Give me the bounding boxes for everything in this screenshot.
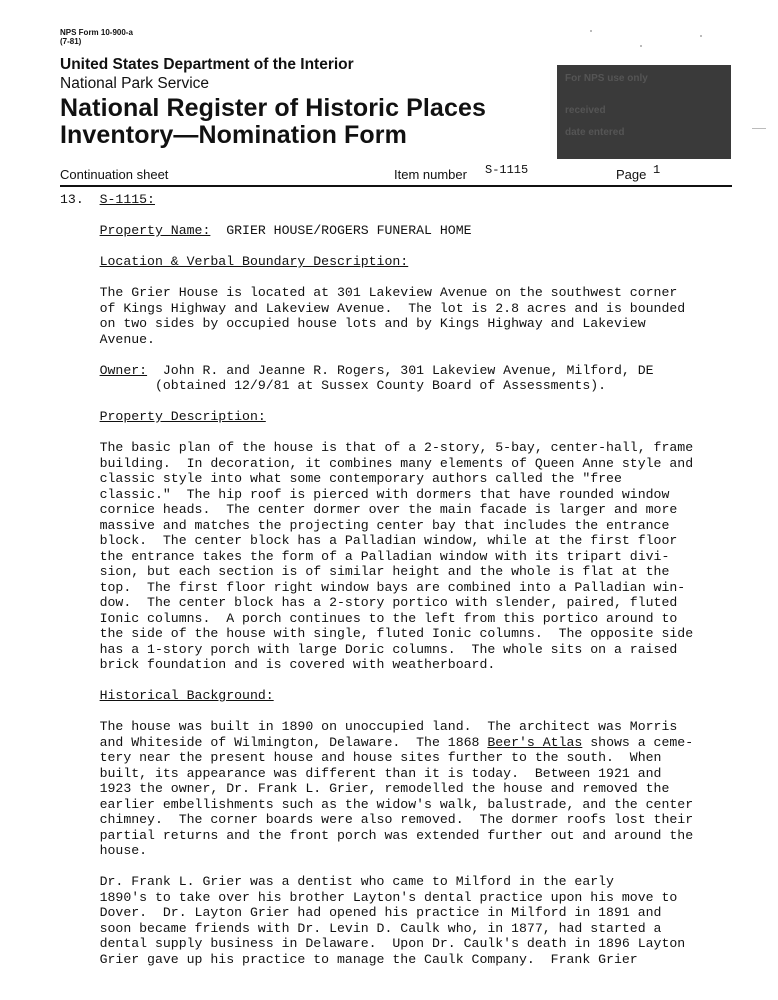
description-text: the entrance takes the form of a Palladian window with its tripart divi- (99, 548, 670, 564)
history-text: chimney. The corner boards were also removed. The dormer roofs lost their (99, 812, 694, 827)
description-line (60, 549, 750, 565)
property-name-row (60, 223, 750, 239)
history-text: Dr. Frank L. Grier was a dentist who came to Milford in the early (99, 874, 614, 889)
description-line (60, 502, 750, 518)
history-line (60, 874, 750, 890)
document-body (60, 192, 750, 967)
description-text: brick foundation and is covered with weatherboard. (99, 657, 496, 672)
stamp-line1: For NPS use only (565, 73, 648, 84)
description-line (60, 518, 750, 534)
location-line (60, 301, 750, 317)
description-text: the side of the house with single, fluted Ionic columns. The opposite side (99, 626, 694, 641)
history-text: 1923 the owner, Dr. Frank L. Grier, remodelled the house and removed the (99, 781, 670, 796)
history-line (60, 828, 750, 844)
description-text: sion, but each section is of similar height and the whole is flat at the (99, 564, 670, 579)
description-line (60, 595, 750, 611)
location-text: on two sides by occupied house lots and by Kings Highway and Lakeview (99, 316, 646, 331)
history-line (60, 952, 750, 968)
form-title-line1: National Register of Historic Places (60, 94, 486, 122)
property-name-label: Property Name: (99, 223, 211, 238)
item-number-label: Item number (394, 167, 467, 182)
form-identifier (60, 28, 133, 46)
description-line (60, 487, 750, 503)
form-title (60, 95, 486, 149)
description-text: dow. The center block has a 2-story portico with slender, paired, fluted (99, 595, 678, 610)
scan-speck (590, 30, 592, 32)
section-id: S-1115: (99, 192, 155, 207)
description-text: has a 1-story porch with large Doric columns. The whole sits on a raised (99, 641, 678, 657)
page-value: 1 (653, 163, 661, 177)
location-text: The Grier House is located at 301 Lakeview Avenue on the southwest corner (99, 285, 678, 300)
continuation-label: Continuation sheet (60, 167, 169, 182)
description-line (60, 580, 750, 596)
history-text: 1890's to take over his brother Layton's dental practice upon his move to (99, 889, 678, 905)
location-text: Avenue. (99, 331, 155, 347)
description-text: The basic plan of the house is that of a 2-story, 5-bay, center-hall, frame (99, 440, 694, 455)
owner-line: (obtained 12/9/81 at Sussex County Board of Assessments). (154, 378, 607, 393)
owner-row (60, 363, 750, 379)
history-text: Dover. Dr. Layton Grier had opened his practice in Milford in 1891 and (99, 905, 662, 920)
atlas-title: Beer's Atlas (487, 734, 583, 750)
property-name-value: GRIER HOUSE/ROGERS FUNERAL HOME (226, 223, 472, 238)
location-text: of Kings Highway and Lakeview Avenue. The lot is 2.8 acres and is bounded (99, 300, 686, 316)
location-heading: Location & Verbal Boundary Description: (99, 254, 409, 269)
description-heading: Property Description: (99, 409, 266, 424)
owner-line: John R. and Jeanne R. Rogers, 301 Lakeview Avenue, Milford, DE (162, 362, 654, 378)
description-line (60, 626, 750, 642)
history-line (60, 719, 750, 735)
history-line (60, 735, 750, 751)
history-text: shows a ceme- (582, 734, 694, 750)
history-line (60, 766, 750, 782)
scan-speck (640, 45, 642, 47)
location-line (60, 332, 750, 348)
description-line (60, 642, 750, 658)
description-line (60, 440, 750, 456)
scan-speck (700, 35, 702, 37)
history-text: earlier embellishments such as the widow's walk, balustrade, and the center (99, 796, 694, 812)
description-text: classic." The hip roof is pierced with dormers that have rounded window (99, 486, 670, 502)
description-text: Ionic columns. A porch continues to the left from this portico around to (99, 610, 678, 626)
description-line (60, 611, 750, 627)
description-line (60, 533, 750, 549)
description-heading-row (60, 409, 750, 425)
description-line (60, 657, 750, 673)
history-text: house. (99, 843, 148, 858)
description-text: building. In decoration, it combines many elements of Queen Anne style and (99, 455, 694, 471)
description-text: block. The center block has a Palladian window, while at the first floor (99, 533, 678, 548)
description-line (60, 471, 750, 487)
location-line (60, 285, 750, 301)
description-text: classic style into what some contemporary authors called the "free (99, 471, 622, 486)
stamp-line3: date entered (565, 127, 625, 138)
service-name: National Park Service (60, 75, 210, 92)
history-text: The house was built in 1890 on unoccupied land. The architect was Morris (99, 719, 678, 734)
description-line (60, 456, 750, 472)
history-line (60, 905, 750, 921)
history-line (60, 921, 750, 937)
owner-row (60, 378, 750, 394)
description-line (60, 564, 750, 580)
form-number: NPS Form 10-900-a (60, 28, 133, 37)
location-line (60, 316, 750, 332)
section-heading (60, 192, 750, 208)
history-text: built, its appearance was different than it is today. Between 1921 and (99, 765, 662, 781)
history-text: and Whiteside of Wilmington, Delaware. The 1868 (99, 734, 488, 750)
description-text: cornice heads. The center dormer over the main facade is larger and more (99, 502, 678, 517)
page-label: Page (616, 167, 647, 182)
continuation-header (60, 163, 732, 187)
description-text: massive and matches the projecting center bay that includes the entrance (99, 517, 670, 533)
history-text: tery near the present house and house sites further to the south. When (99, 750, 662, 765)
history-heading: Historical Background: (99, 688, 274, 703)
history-line (60, 890, 750, 906)
history-text: soon became friends with Dr. Levin D. Caulk who, in 1877, had started a (99, 920, 662, 936)
history-heading-row (60, 688, 750, 704)
stamp-line2: received (565, 105, 606, 116)
history-line (60, 843, 750, 859)
history-text: Grier gave up his practice to manage the Caulk Company. Frank Grier (99, 951, 638, 967)
history-line (60, 781, 750, 797)
description-text: top. The first floor right window bays are combined into a Palladian win- (99, 579, 686, 595)
location-heading-row (60, 254, 750, 270)
scan-speck (752, 128, 766, 129)
agency-block (60, 55, 354, 93)
department-name: United States Department of the Interior (60, 56, 354, 73)
history-line (60, 750, 750, 766)
history-line (60, 936, 750, 952)
form-revision: (7-81) (60, 37, 82, 46)
history-line (60, 797, 750, 813)
nps-use-stamp (557, 65, 731, 159)
item-number-value: S-1115 (485, 163, 529, 177)
form-title-line2: Inventory—Nomination Form (60, 121, 407, 149)
section-number: 13. (60, 192, 84, 207)
history-text: partial returns and the front porch was extended further out and around the (99, 827, 694, 843)
owner-label: Owner: (99, 362, 148, 378)
history-line (60, 812, 750, 828)
history-text: dental supply business in Delaware. Upon Dr. Caulk's death in 1896 Layton (99, 936, 686, 951)
